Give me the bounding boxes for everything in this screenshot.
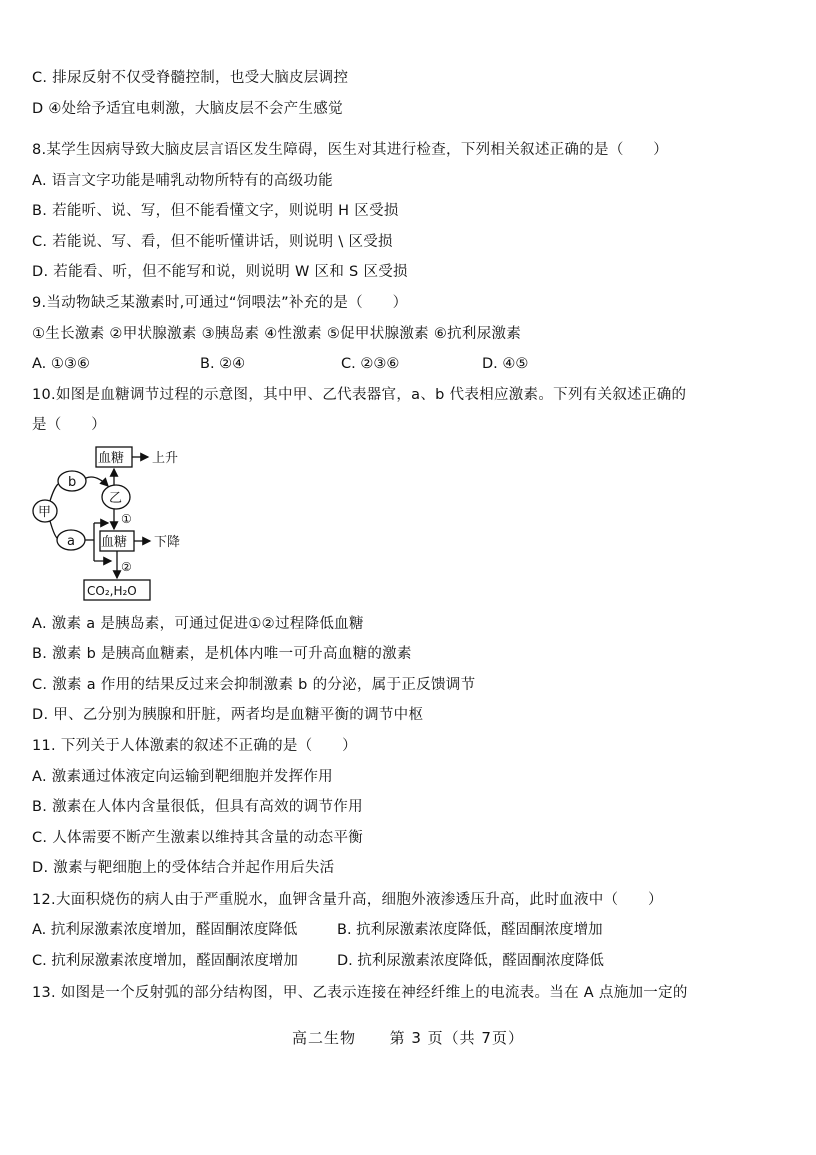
q7-option-c: C. 排尿反射不仅受脊髓控制，也受大脑皮层调控 xyxy=(32,70,349,86)
q11-stem: 11. 下列关于人体激素的叙述不正确的是（ ） xyxy=(32,738,357,754)
footer-page-number: 第 3 页（共 7页） xyxy=(389,1029,524,1047)
q12-option-a: A. 抗利尿激素浓度增加，醛固酮浓度降低 xyxy=(32,922,298,938)
q10-stem-line1: 10.如图是血糖调节过程的示意图，其中甲、乙代表器官，a、b 代表相应激素。下列有关叙述正确的 xyxy=(32,387,687,403)
q10-option-c: C. 激素 a 作用的结果反过来会抑制激素 b 的分泌，属于正反馈调节 xyxy=(32,677,476,693)
q12-option-d: D. 抗利尿激素浓度降低，醛固酮浓度降低 xyxy=(337,953,604,969)
organ-yi-label: 乙 xyxy=(109,491,123,506)
co2-h2o-label: CO₂,H₂O xyxy=(87,584,137,598)
q9-option-b: B. ②④ xyxy=(200,356,246,372)
q9-option-a: A. ①③⑥ xyxy=(32,356,90,372)
blood-sugar-label-top: 血糖 xyxy=(98,451,125,466)
q9-option-d: D. ④⑤ xyxy=(482,356,529,372)
q8-option-a: A. 语言文字功能是哺乳动物所特有的高级功能 xyxy=(32,173,333,189)
rise-label: 上升 xyxy=(152,451,179,466)
q11-option-b: B. 激素在人体内含量很低，但具有高效的调节作用 xyxy=(32,799,363,815)
blood-sugar-diagram xyxy=(28,440,198,605)
q8-stem: 8.某学生因病导致大脑皮层言语区发生障碍，医生对其进行检查，下列相关叙述正确的是（ ） xyxy=(32,142,669,158)
q8-option-d: D. 若能看、听，但不能写和说，则说明 W 区和 S 区受损 xyxy=(32,264,408,280)
arrow-jia-to-a xyxy=(50,521,57,538)
fall-label: 下降 xyxy=(154,535,181,550)
q8-option-c: C. 若能说、写、看，但不能听懂讲话，则说明 \ 区受损 xyxy=(32,234,393,250)
q11-option-c: C. 人体需要不断产生激素以维持其含量的动态平衡 xyxy=(32,830,364,846)
q9-stem: 9.当动物缺乏某激素时,可通过“饲喂法”补充的是（ ） xyxy=(32,295,408,311)
organ-jia-label: 甲 xyxy=(38,505,52,520)
q7-option-d: D ④处给予适宜电刺激，大脑皮层不会产生感觉 xyxy=(32,101,343,117)
q10-stem-line2: 是（ ） xyxy=(32,417,106,433)
q9-items: ①生长激素 ②甲状腺激素 ③胰岛素 ④性激素 ⑤促甲状腺激素 ⑥抗利尿激素 xyxy=(32,326,522,342)
blood-sugar-label-mid: 血糖 xyxy=(101,535,128,550)
q11-option-d: D. 激素与靶细胞上的受体结合并起作用后失活 xyxy=(32,860,335,876)
hormone-b-label: b xyxy=(68,475,77,490)
q10-option-d: D. 甲、乙分别为胰腺和肝脏，两者均是血糖平衡的调节中枢 xyxy=(32,707,424,723)
q12-option-b: B. 抗利尿激素浓度降低，醛固酮浓度增加 xyxy=(337,922,603,938)
q11-option-a: A. 激素通过体液定向运输到靶细胞并发挥作用 xyxy=(32,769,333,785)
process-1-label: ① xyxy=(121,512,132,526)
q10-option-b: B. 激素 b 是胰高血糖素，是机体内唯一可升高血糖的激素 xyxy=(32,646,412,662)
page-footer xyxy=(0,1027,816,1048)
footer-subject: 高二生物 xyxy=(292,1029,357,1047)
q8-option-b: B. 若能听、说、写，但不能看懂文字，则说明 H 区受损 xyxy=(32,203,399,219)
q9-option-c: C. ②③⑥ xyxy=(341,356,400,372)
process-2-label: ② xyxy=(121,560,132,574)
q12-option-c: C. 抗利尿激素浓度增加，醛固酮浓度增加 xyxy=(32,953,298,969)
arrow-b-to-yi xyxy=(86,477,108,486)
hormone-a-label: a xyxy=(67,534,75,549)
q12-stem: 12.大面积烧伤的病人由于严重脱水，血钾含量升高，细胞外液渗透压升高，此时血液中（ ） xyxy=(32,892,663,908)
q10-option-a: A. 激素 a 是胰岛素，可通过促进①②过程降低血糖 xyxy=(32,616,364,632)
q13-stem: 13. 如图是一个反射弧的部分结构图，甲、乙表示连接在神经纤维上的电流表。当在 A 点施加一定的 xyxy=(32,985,688,1001)
arrow-jia-to-b xyxy=(50,484,58,501)
